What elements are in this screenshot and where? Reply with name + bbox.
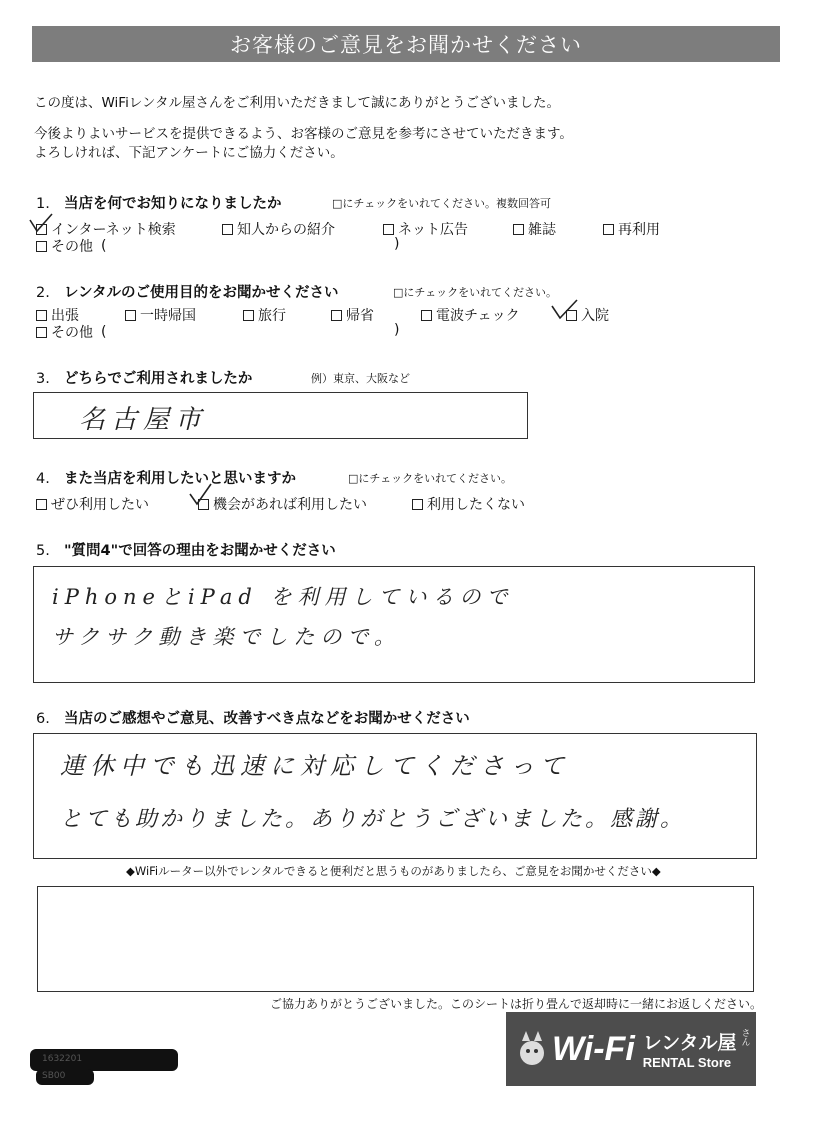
thanks-note: ご協力ありがとうございました。このシートは折り畳んで返却時に一緒にお返しください。 (270, 997, 763, 1011)
q1-option-label: その他 (51, 239, 93, 255)
logo-sub-text: RENTAL Store (642, 1055, 732, 1070)
redacted-code-block (30, 1049, 178, 1071)
q2-other-close-paren: ) (394, 322, 400, 338)
extra-rental-answer-field[interactable] (37, 886, 754, 992)
q4-option-definitely[interactable] (36, 494, 149, 514)
survey-title: お客様のご意見をお聞かせください (32, 26, 780, 62)
q2-option-homecoming[interactable] (331, 305, 374, 325)
q2-heading (36, 281, 339, 302)
q1-option-label: 知人からの紹介 (237, 222, 335, 238)
q3-title: どちらでご利用されましたか (64, 371, 253, 387)
q4-option-if-chance[interactable] (198, 494, 367, 514)
q1-option-label: ネット広告 (398, 222, 468, 238)
q2-option-label: その他 (51, 325, 93, 341)
q3-number: 3. (36, 371, 50, 387)
q4-option-label: 機会があれば利用したい (213, 497, 367, 513)
logo-wifi-text: Wi-Fi (552, 1029, 635, 1068)
q1-option-referral[interactable] (222, 219, 335, 239)
redacted-code-text: 1632201 (42, 1054, 83, 1064)
q1-checkbox-other[interactable] (36, 241, 47, 252)
q1-other-open-paren: ( (101, 238, 107, 254)
q2-checkbox-business-trip[interactable] (36, 310, 47, 321)
q4-note: □にチェックをいれてください。 (348, 472, 513, 485)
q1-option-reuse[interactable] (603, 219, 660, 239)
q1-title: 当店を何でお知りになりましたか (64, 196, 282, 212)
q6-answer-line-1: 連休中でも迅速に対応してくださって (60, 752, 570, 780)
q4-heading (36, 467, 296, 488)
q5-title: "質問4"で回答の理由をお聞かせください (64, 543, 336, 559)
q1-note: □にチェックをいれてください。複数回答可 (332, 197, 552, 210)
handwritten-check-mark-icon (188, 482, 214, 506)
q1-checkbox-magazine[interactable] (513, 224, 524, 235)
q3-heading (36, 367, 252, 388)
q1-option-label: 雑誌 (528, 222, 556, 238)
q2-checkbox-signal-check[interactable] (421, 310, 432, 321)
q2-option-temporary-return[interactable] (125, 305, 196, 325)
mascot-icon (516, 1029, 548, 1069)
q2-option-label: 旅行 (258, 308, 286, 324)
q1-option-label: インターネット検索 (51, 222, 176, 238)
q1-option-label: 再利用 (618, 222, 660, 238)
wifi-rental-logo (506, 1012, 756, 1086)
q2-checkbox-travel[interactable] (243, 310, 254, 321)
q2-option-label: 入院 (581, 308, 609, 324)
q3-answer-text: 名古屋市 (79, 405, 208, 435)
q4-checkbox-not-again[interactable] (412, 499, 423, 510)
q4-option-not-again[interactable] (412, 494, 525, 514)
q6-title: 当店のご感想やご意見、改善すべき点などをお聞かせください (64, 711, 470, 727)
q5-answer-line-2: サクサク動き楽でしたので。 (52, 625, 401, 649)
extra-rental-prompt: ◆WiFiルーター以外でレンタルできると便利だと思うものがありましたら、ご意見をお聞かせください◆ (126, 864, 661, 878)
handwritten-check-mark-icon (550, 298, 580, 322)
q1-checkbox-referral[interactable] (222, 224, 233, 235)
q4-option-label: ぜひ利用したい (51, 497, 149, 513)
q2-number: 2. (36, 285, 50, 301)
q2-option-label: 帰省 (346, 308, 374, 324)
q6-heading (36, 707, 470, 728)
q2-option-travel[interactable] (243, 305, 286, 325)
q1-checkbox-reuse[interactable] (603, 224, 614, 235)
q2-other-open-paren: ( (101, 324, 107, 340)
intro-line-1: この度は、WiFiレンタル屋さんをご利用いただきまして誠にありがとうございました。 (34, 95, 560, 111)
q1-heading (36, 192, 282, 213)
q2-option-label: 出張 (51, 308, 79, 324)
q2-option-label: 電波チェック (436, 308, 520, 324)
q1-option-other[interactable] (36, 236, 106, 256)
q2-title: レンタルのご使用目的をお聞かせください (64, 285, 339, 301)
intro-line-2: 今後よりよいサービスを提供できるよう、お客様のご意見を参考にさせていただきます。 (34, 126, 573, 142)
q5-answer-field[interactable] (33, 566, 755, 683)
q2-checkbox-homecoming[interactable] (331, 310, 342, 321)
handwritten-check-mark-icon (28, 212, 54, 234)
q1-checkbox-net-ad[interactable] (383, 224, 394, 235)
q2-option-label: 一時帰国 (140, 308, 196, 324)
q4-checkbox-definitely[interactable] (36, 499, 47, 510)
redacted-code-text-2: SB00 (42, 1071, 66, 1081)
q6-answer-line-2: とても助かりました。ありがとうございました。感謝。 (60, 807, 686, 832)
q1-option-magazine[interactable] (513, 219, 556, 239)
q6-number: 6. (36, 711, 50, 727)
q5-heading (36, 539, 336, 560)
logo-san-text: さん (739, 1028, 750, 1046)
q3-note: 例）東京、大阪など (311, 372, 410, 385)
q4-number: 4. (36, 471, 50, 487)
q2-option-other[interactable] (36, 322, 106, 342)
redacted-code-block-2 (36, 1069, 94, 1085)
logo-name-text: レンタル屋 (642, 1032, 737, 1054)
q2-checkbox-other[interactable] (36, 327, 47, 338)
q1-other-close-paren: ) (394, 236, 400, 252)
q4-option-label: 利用したくない (427, 497, 525, 513)
q6-answer-field[interactable] (33, 733, 757, 859)
q2-note: □にチェックをいれてください。 (393, 286, 558, 299)
q1-number: 1. (36, 196, 50, 212)
intro-line-3: よろしければ、下記アンケートにご協力ください。 (34, 145, 344, 161)
q4-title: また当店を利用したいと思いますか (64, 471, 296, 487)
q2-checkbox-temporary-return[interactable] (125, 310, 136, 321)
q5-answer-line-1: iPhoneとiPad を利用しているので (52, 585, 514, 609)
q2-option-signal-check[interactable] (421, 305, 520, 325)
q3-answer-field[interactable] (33, 392, 528, 439)
q5-number: 5. (36, 543, 50, 559)
